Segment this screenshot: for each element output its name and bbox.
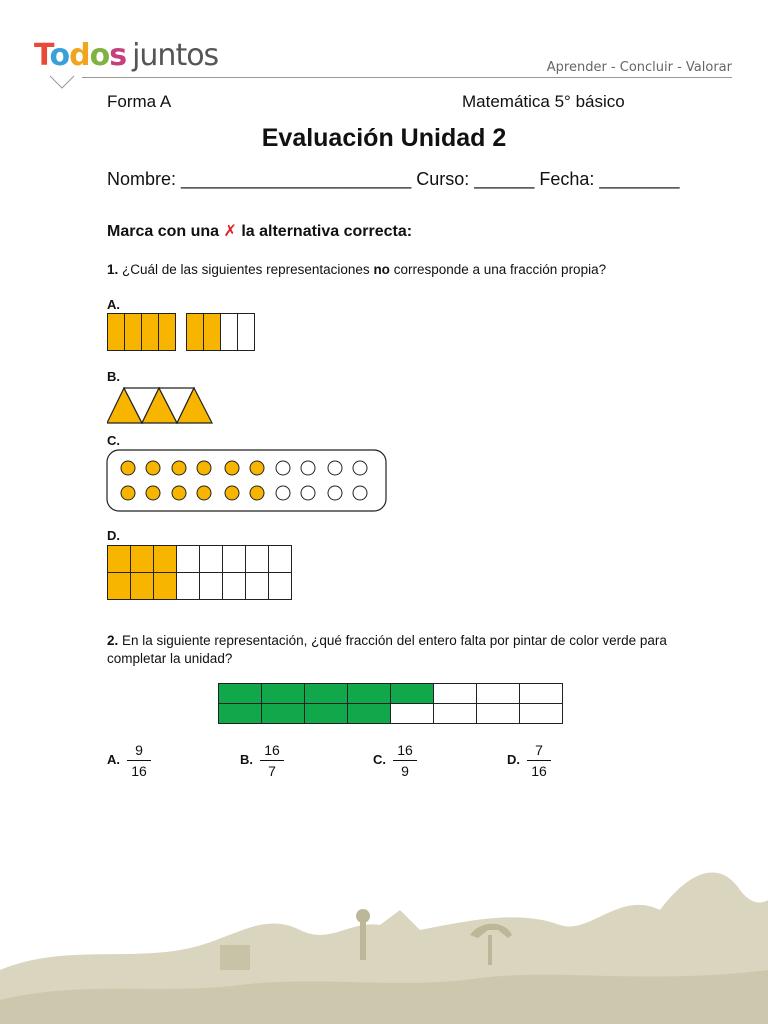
forma-label: Forma A [107, 92, 172, 111]
option-c-circle [225, 461, 239, 475]
question-1: 1. ¿Cuál de las siguientes representaciones no corresponde a una fracción propia? [107, 262, 607, 277]
todos-juntos-logo: Todos juntos [34, 38, 219, 73]
q2-grid-cell [261, 683, 305, 704]
option-a-bar2-cell [237, 313, 255, 351]
q2-option-fraction[interactable] [260, 742, 284, 779]
option-c-figure[interactable] [106, 449, 388, 513]
q2-grid-cell [347, 703, 391, 724]
option-c-circle [197, 486, 211, 500]
q2-grid-cell [390, 703, 434, 724]
option-c-circle [121, 486, 135, 500]
option-c-circle [146, 461, 160, 475]
q2-grid-cell [433, 683, 477, 704]
q2-grid-cell [433, 703, 477, 724]
option-d-cell [176, 572, 200, 600]
option-d-cell [107, 545, 131, 573]
q2-grid-cell [218, 683, 262, 704]
option-d-cell [107, 572, 131, 600]
option-a-bar2-cell [186, 313, 204, 351]
option-c-circle [121, 461, 135, 475]
option-d-cell [153, 572, 177, 600]
option-c-circle [146, 486, 160, 500]
option-c-label[interactable]: C. [107, 433, 120, 448]
q2-grid-cell [347, 683, 391, 704]
option-a-bar1-cell [141, 313, 159, 351]
q2-grid-cell [261, 703, 305, 724]
q2-grid-cell [519, 703, 563, 724]
header-divider [82, 77, 732, 78]
x-mark-icon: ✗ [223, 223, 237, 240]
option-c-circle [172, 486, 186, 500]
option-d-cell [268, 545, 292, 573]
option-b-figure[interactable] [107, 386, 217, 426]
q2-grid-cell [519, 683, 563, 704]
fraction-denominator: 9 [401, 763, 409, 779]
q2-grid-cell [476, 703, 520, 724]
option-c-circle [353, 486, 367, 500]
fraction-numerator: 16 [397, 742, 413, 758]
option-d-cell [268, 572, 292, 600]
q2-option-label[interactable]: B. [240, 752, 253, 767]
fraction-denominator: 16 [531, 763, 547, 779]
option-b-label[interactable]: B. [107, 369, 120, 384]
option-d-cell [199, 572, 223, 600]
q2-grid-cell [476, 683, 520, 704]
option-a-bar1-cell [107, 313, 125, 351]
student-fields: Nombre: _______________________ Curso: ______ Fecha: ________ [107, 169, 680, 189]
option-c-circle [250, 486, 264, 500]
option-c-circle [172, 461, 186, 475]
fraction-numerator: 16 [264, 742, 280, 758]
option-d-cell [222, 545, 246, 573]
option-d-cell [199, 545, 223, 573]
fraction-denominator: 16 [131, 763, 147, 779]
option-d-cell [153, 545, 177, 573]
option-a-label[interactable]: A. [107, 297, 120, 312]
option-c-circle [197, 461, 211, 475]
option-d-cell [245, 545, 269, 573]
fraction-bar [393, 760, 417, 761]
option-c-circle [328, 461, 342, 475]
option-a-bar1-cell [124, 313, 142, 351]
subject-label: Matemática 5° básico [462, 92, 625, 111]
q2-grid-cell [218, 703, 262, 724]
header-line-tick [50, 74, 82, 94]
option-a-bar2-cell [203, 313, 221, 351]
q2-option-fraction[interactable] [127, 742, 151, 779]
q2-grid-cell [304, 683, 348, 704]
option-c-circle [250, 461, 264, 475]
page-title: Evaluación Unidad 2 [261, 124, 507, 152]
option-d-label[interactable]: D. [107, 528, 120, 543]
q2-option-label[interactable]: D. [507, 752, 520, 767]
question-2: 2. En la siguiente representación, ¿qué fracción del entero falta por pintar de color verde para completar la unidad? [107, 633, 667, 666]
option-c-circle [301, 461, 315, 475]
tagline: Aprender - Concluir - Valorar [546, 60, 732, 75]
q2-grid-cell [304, 703, 348, 724]
option-d-cell [130, 545, 154, 573]
fraction-bar [127, 760, 151, 761]
option-c-circle [353, 461, 367, 475]
instruction: Marca con una ✗ la alternativa correcta: [107, 223, 413, 240]
q2-option-fraction[interactable] [527, 742, 551, 779]
fraction-numerator: 9 [135, 742, 143, 758]
option-d-cell [245, 572, 269, 600]
fraction-numerator: 7 [535, 742, 543, 758]
option-d-cell [222, 572, 246, 600]
q2-option-fraction[interactable] [393, 742, 417, 779]
option-d-cell [176, 545, 200, 573]
fraction-bar [260, 760, 284, 761]
option-c-circle [276, 461, 290, 475]
option-c-circle [301, 486, 315, 500]
option-c-circle [328, 486, 342, 500]
option-c-circle [225, 486, 239, 500]
q2-option-label[interactable]: A. [107, 752, 120, 767]
option-a-bar1-cell [158, 313, 176, 351]
q2-grid-cell [390, 683, 434, 704]
fraction-denominator: 7 [268, 763, 276, 779]
q2-option-label[interactable]: C. [373, 752, 386, 767]
option-c-circle [276, 486, 290, 500]
option-d-cell [130, 572, 154, 600]
fraction-bar [527, 760, 551, 761]
landscape-background-decoration [0, 850, 768, 1024]
option-a-bar2-cell [220, 313, 238, 351]
